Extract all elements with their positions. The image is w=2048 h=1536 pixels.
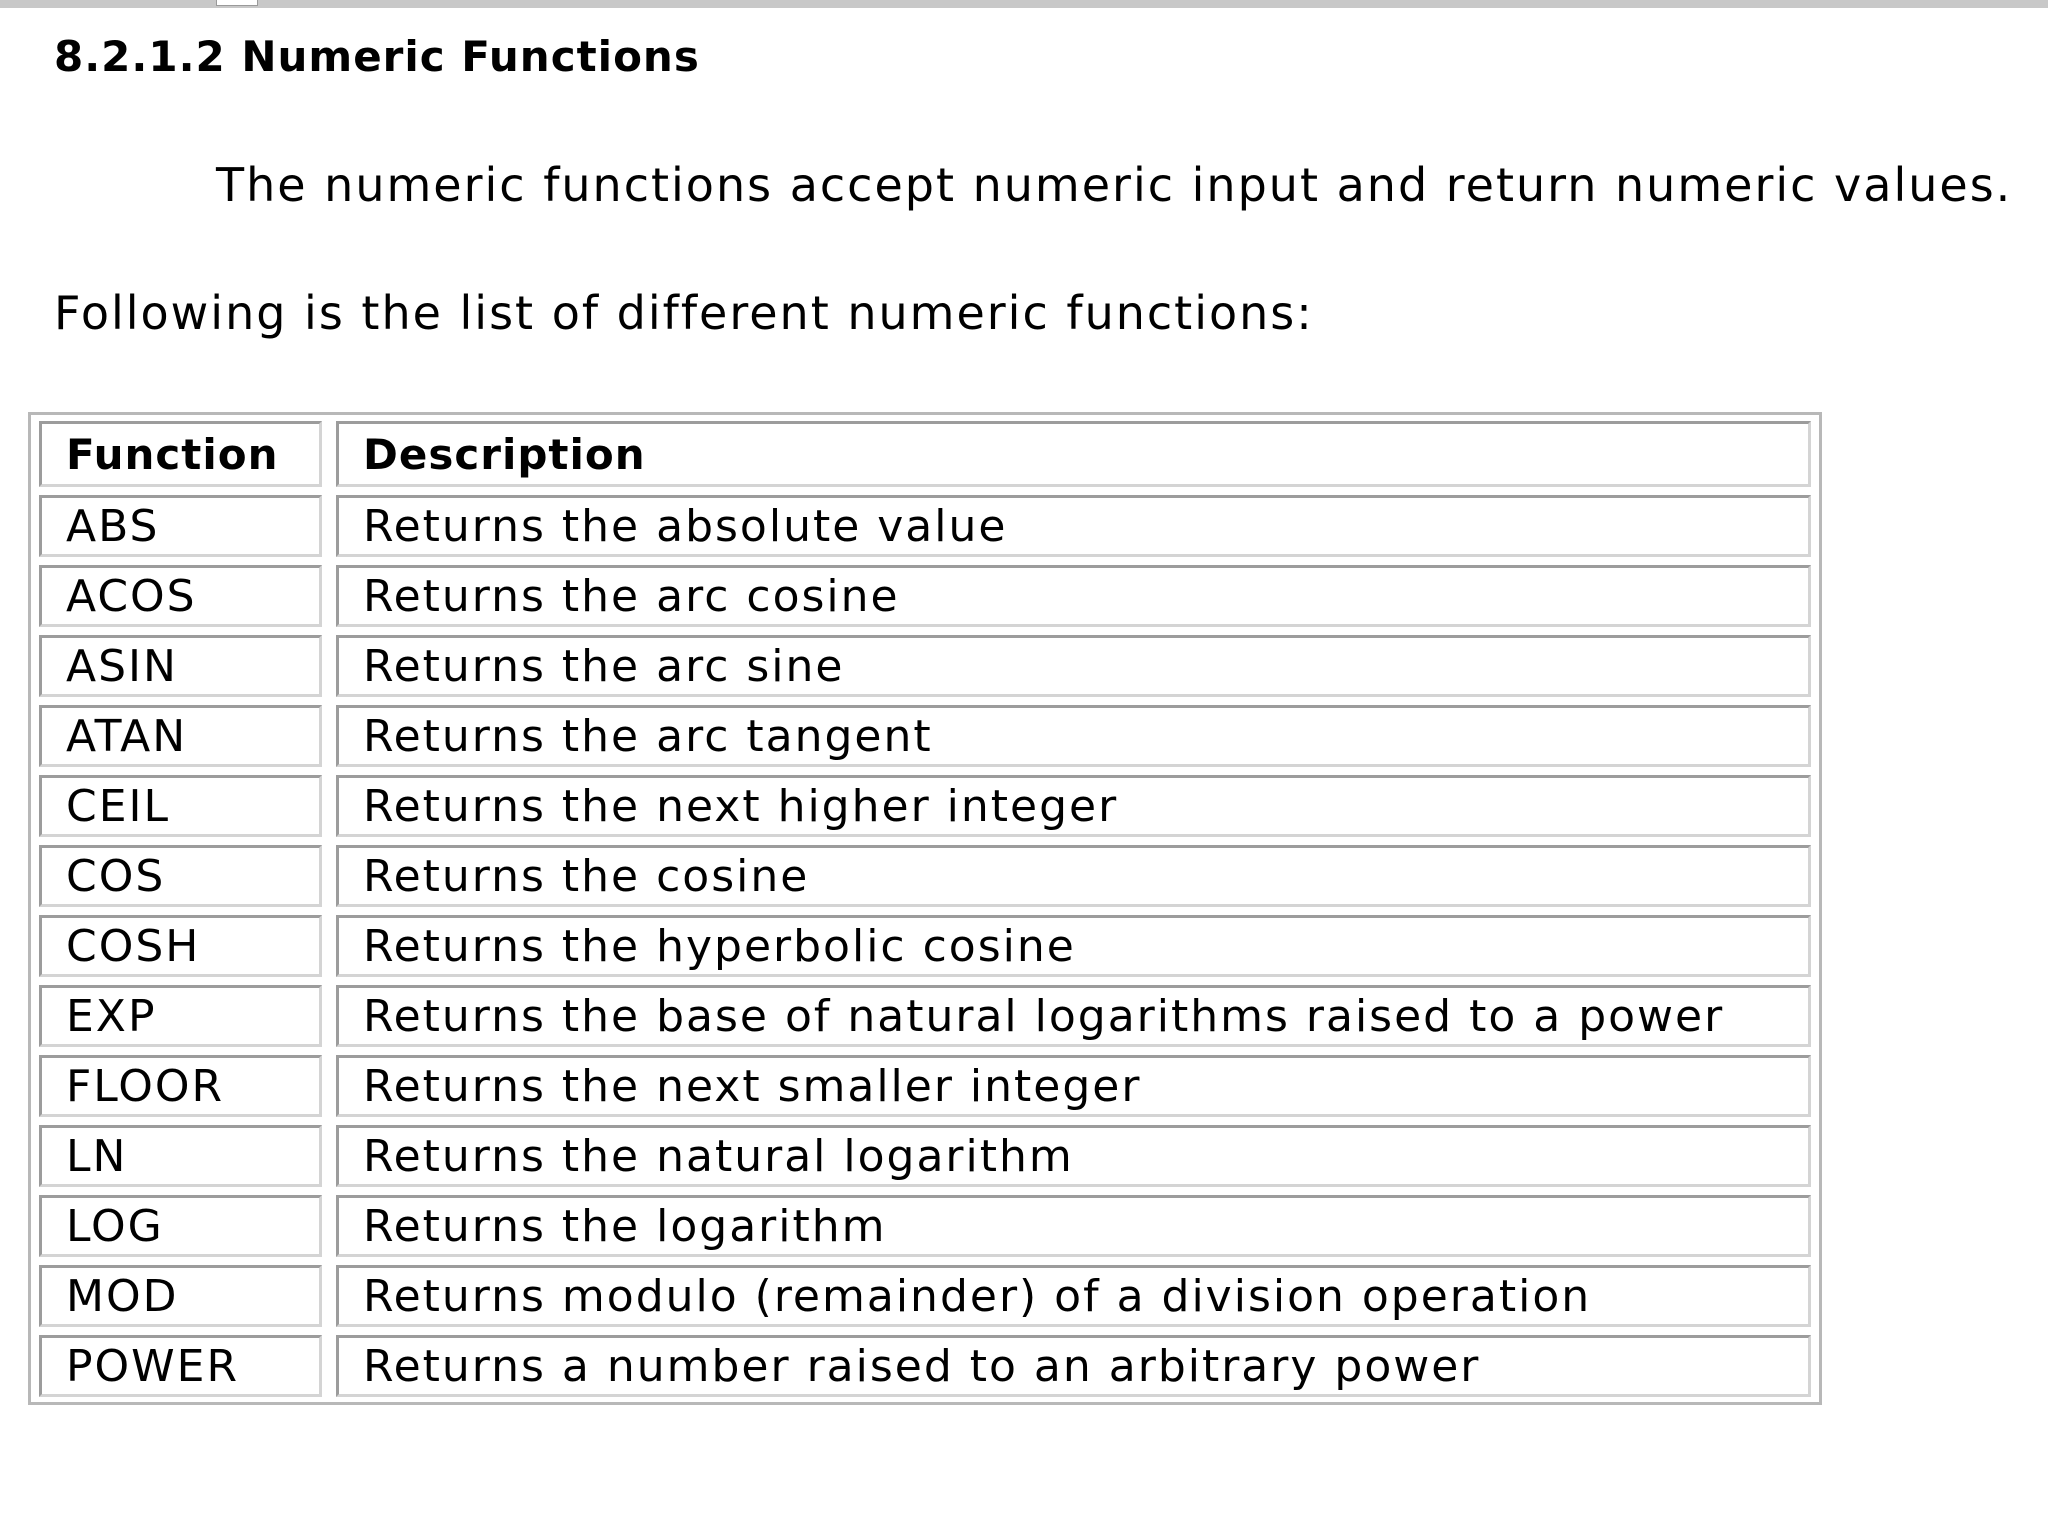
table-row xyxy=(39,635,1811,697)
function-name-cell: POWER xyxy=(39,1335,322,1397)
function-name-cell: ABS xyxy=(39,495,322,557)
function-description-cell: Returns the arc sine xyxy=(336,635,1811,697)
function-name-cell: LN xyxy=(39,1125,322,1187)
table-row xyxy=(39,1195,1811,1257)
function-description-cell: Returns the arc tangent xyxy=(336,705,1811,767)
table-row xyxy=(39,705,1811,767)
function-name-cell: FLOOR xyxy=(39,1055,322,1117)
function-name-cell: ACOS xyxy=(39,565,322,627)
function-name-cell: ASIN xyxy=(39,635,322,697)
table-row xyxy=(39,1125,1811,1187)
function-name-cell: EXP xyxy=(39,985,322,1047)
function-description-cell: Returns the hyperbolic cosine xyxy=(336,915,1811,977)
function-name-cell: MOD xyxy=(39,1265,322,1327)
numeric-functions-table xyxy=(25,413,1825,1405)
window-top-edge xyxy=(0,0,2048,8)
function-description-cell: Returns the cosine xyxy=(336,845,1811,907)
function-description-cell: Returns modulo (remainder) of a division operation xyxy=(336,1265,1811,1327)
function-description-cell: Returns the next higher integer xyxy=(336,775,1811,837)
function-name-cell: LOG xyxy=(39,1195,322,1257)
table-row xyxy=(39,775,1811,837)
header-description: Description xyxy=(336,421,1811,487)
function-description-cell: Returns the logarithm xyxy=(336,1195,1811,1257)
function-name-cell: ATAN xyxy=(39,705,322,767)
top-edge-tab xyxy=(216,0,258,6)
functions-table-frame xyxy=(28,412,1822,1405)
function-name-cell: CEIL xyxy=(39,775,322,837)
function-description-cell: Returns the next smaller integer xyxy=(336,1055,1811,1117)
function-description-cell: Returns the arc cosine xyxy=(336,565,1811,627)
function-name-cell: COSH xyxy=(39,915,322,977)
table-row xyxy=(39,565,1811,627)
function-description-cell: Returns a number raised to an arbitrary power xyxy=(336,1335,1811,1397)
table-row xyxy=(39,915,1811,977)
function-description-cell: Returns the base of natural logarithms raised to a power xyxy=(336,985,1811,1047)
function-description-cell: Returns the natural logarithm xyxy=(336,1125,1811,1187)
table-row xyxy=(39,985,1811,1047)
table-row xyxy=(39,1055,1811,1117)
intro-paragraph: The numeric functions accept numeric input and return numeric values. xyxy=(216,158,2013,212)
function-name-cell: COS xyxy=(39,845,322,907)
list-lead-text: Following is the list of different numeric functions: xyxy=(54,286,1314,340)
table-header-row xyxy=(39,421,1811,487)
function-description-cell: Returns the absolute value xyxy=(336,495,1811,557)
table-row xyxy=(39,845,1811,907)
section-heading: 8.2.1.2 Numeric Functions xyxy=(54,32,700,81)
table-row xyxy=(39,1265,1811,1327)
table-row xyxy=(39,495,1811,557)
header-function: Function xyxy=(39,421,322,487)
table-row xyxy=(39,1335,1811,1397)
